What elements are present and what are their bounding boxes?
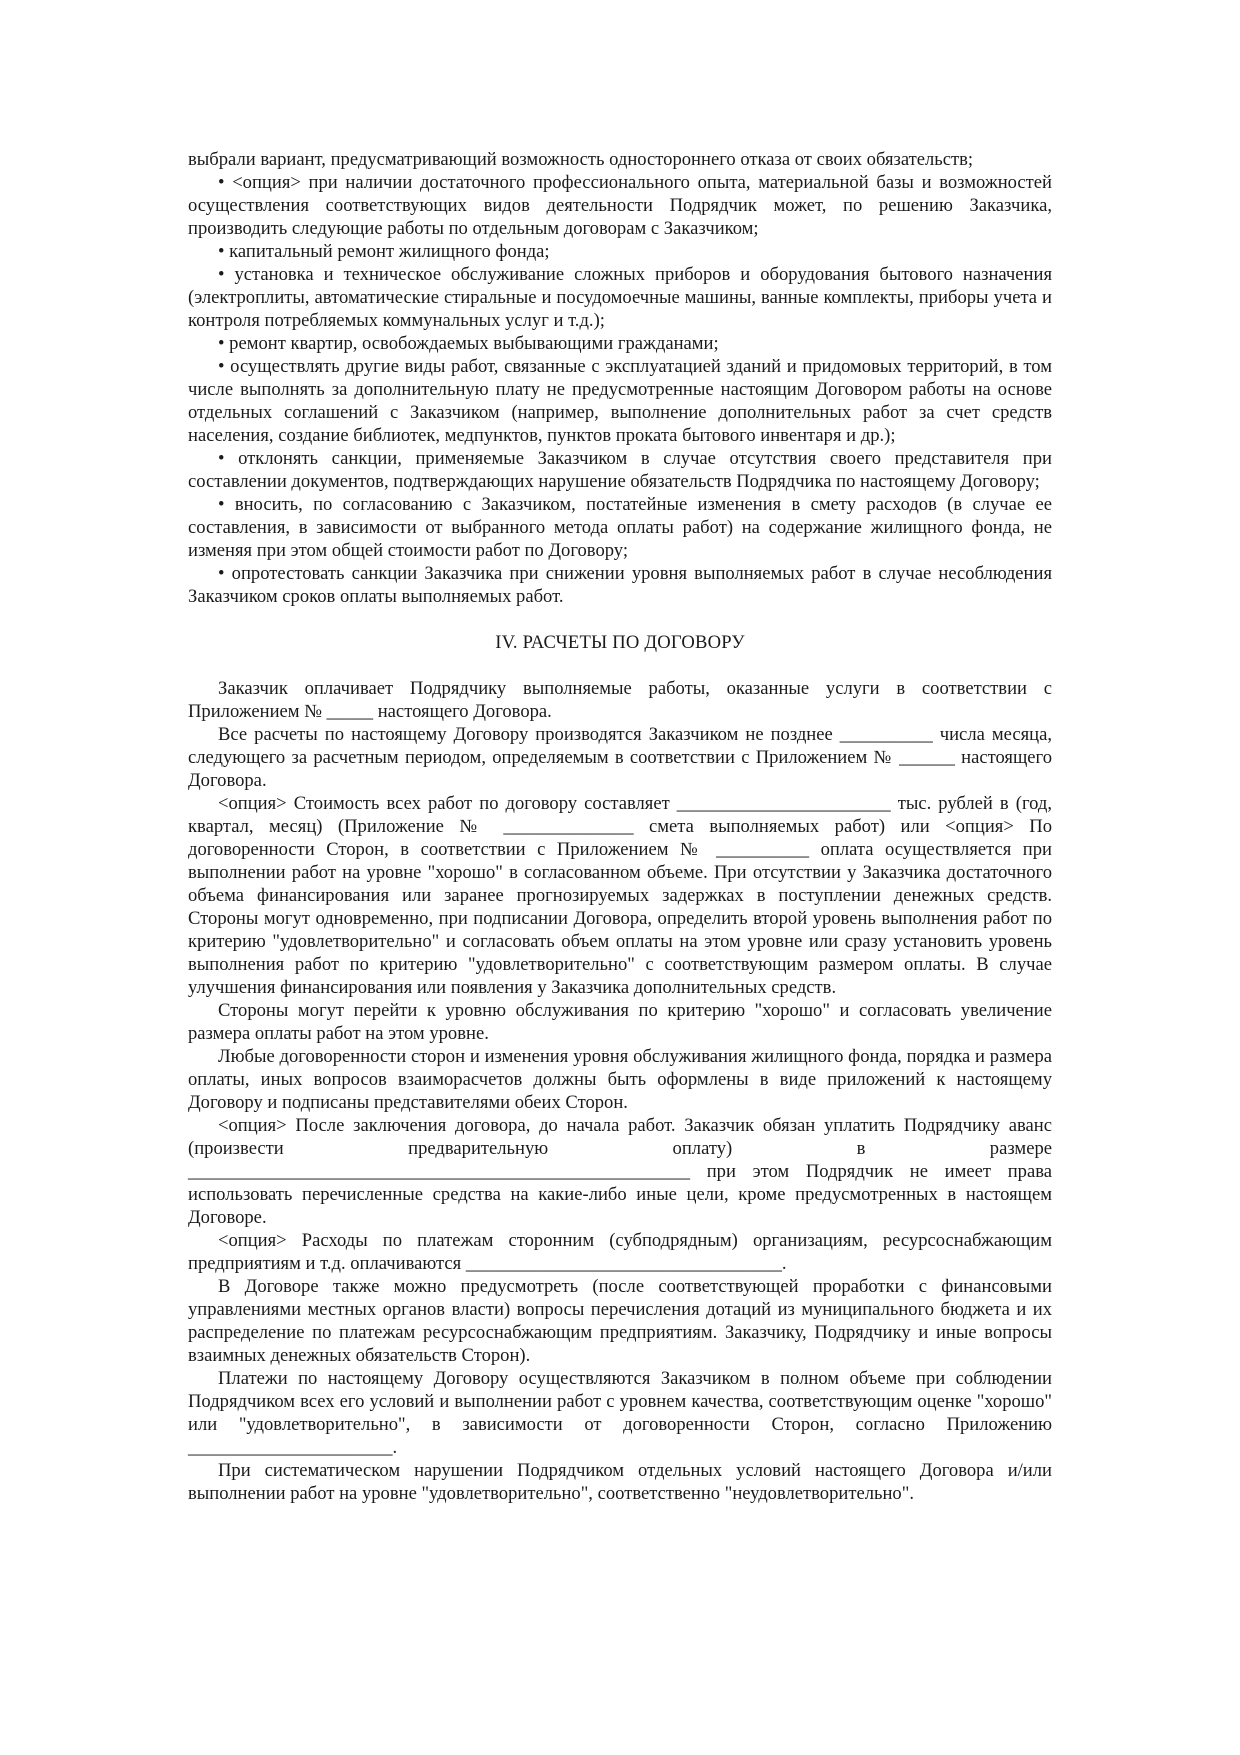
paragraph-apartment-repair: • ремонт квартир, освобождаемых выбывающими гражданами;: [218, 333, 719, 354]
obligations-block: [188, 148, 1052, 608]
paragraph-budget-changes: • вносить, по согласованию с Заказчиком, постатейные изменения в смету расходов (в случае ее составления, в зависимости от выбранного метода оплаты работ) на содержание жилищного фонда, не изменяя при этом общей стоимости работ по Договору;: [188, 494, 1052, 561]
paragraph-capital-repair: • капитальный ремонт жилищного фонда;: [218, 241, 550, 262]
paragraph-subcontractor-costs: <опция> Расходы по платежам сторонним (субподрядным) организациям, ресурсоснабжающим предприятиям и т.д. оплачиваются __________________________________.: [188, 1230, 1052, 1274]
paragraph-full-payment: Платежи по настоящему Договору осуществляются Заказчиком в полном объеме при соблюдении Подрядчиком всех его условий и выполнении работ с уровнем качества, соответствующим оценке "хорошо" или "удовлетворительно", в зависимости от договоренности Сторон, согласно Приложению ______________________.: [188, 1368, 1052, 1458]
paragraph-protest-sanctions: • опротестовать санкции Заказчика при снижении уровня выполняемых работ в случае несоблюдения Заказчиком сроков оплаты выполняемых работ.: [188, 563, 1052, 607]
payments-block: [188, 677, 1052, 1505]
document-page: [188, 148, 1052, 1505]
paragraph-other-works: • осуществлять другие виды работ, связанные с эксплуатацией зданий и придомовых территорий, в том числе выполнять за дополнительную плату не предусмотренные настоящим Договором работы на основе отдельных соглашений с Заказчиком (например, выполнение дополнительных работ за счет средств населения, создание библиотек, медпунктов, пунктов проката бытового инвентаря и др.);: [188, 356, 1052, 446]
paragraph-subsidies: В Договоре также можно предусмотреть (после соответствующей проработки с финансовыми управлениями местных органов власти) вопросы перечисления дотаций из муниципального бюджета и их распределение по платежам ресурсоснабжающим предприятиям. Заказчику, Подрядчику и иные вопросы взаимных денежных обязательств Сторон).: [188, 1276, 1052, 1366]
paragraph-agreements: Любые договоренности сторон и изменения уровня обслуживания жилищного фонда, порядка и размера оплаты, иных вопросов взаиморасчетов должны быть оформлены в виде приложений к настоящему Договору и подписаны представителями обеих Сторон.: [188, 1046, 1052, 1113]
paragraph-option-extra-works: • <опция> при наличии достаточного профессионального опыта, материальной базы и возможностей осуществления соответствующих видов деятельности Подрядчик может, по решению Заказчика, производить следующие работы по отдельным договорам с Заказчиком;: [188, 172, 1052, 239]
paragraph-systematic-violation: При систематическом нарушении Подрядчиком отдельных условий настоящего Договора и/или выполнении работ на уровне "удовлетворительно", соответственно "неудовлетворительно".: [188, 1460, 1052, 1504]
paragraph-payment-deadline: Все расчеты по настоящему Договору производятся Заказчиком не позднее __________ числа месяца, следующего за расчетным периодом, определяемым в соответствии с Приложением № ______ настоящего Договора.: [188, 724, 1052, 791]
paragraph-customer-pays: Заказчик оплачивает Подрядчику выполняемые работы, оказанные услуги в соответствии с Приложением № _____ настоящего Договора.: [188, 678, 1052, 722]
paragraph-equipment-installation: • установка и техническое обслуживание сложных приборов и оборудования бытового назначения (электроплиты, автоматические стиральные и посудомоечные машины, ванные комплекты, приборы учета и контроля потребляемых коммунальных услуг и т.д.);: [188, 264, 1052, 331]
paragraph-obligations-intro: выбрали вариант, предусматривающий возможность одностороннего отказа от своих обязательств;: [188, 149, 974, 170]
paragraph-service-level: Стороны могут перейти к уровню обслуживания по критерию "хорошо" и согласовать увеличение размера оплаты работ на этом уровне.: [188, 1000, 1052, 1044]
paragraph-advance-payment: <опция> После заключения договора, до начала работ. Заказчик обязан уплатить Подрядчику аванс (произвести предварительную оплату) в размере ______________________________________________________ при этом Подрядчик не имеет права использовать перечисленные средства на какие-либо иные цели, кроме предусмотренных в настоящем Договоре.: [188, 1115, 1052, 1228]
paragraph-work-cost: <опция> Стоимость всех работ по договору составляет _______________________ тыс. рублей в (год, квартал, месяц) (Приложение № ______________ смета выполняемых работ) или <опция> По договоренности Сторон, в соответствии с Приложением № __________ оплата осуществляется при выполнении работ на уровне "хорошо" в согласованном объеме. При отсутствии у Заказчика достаточного объема финансирования или заранее прогнозируемых задержках в поступлении денежных средств. Стороны могут одновременно, при подписании Договора, определить второй уровень выполнения работ по критерию "удовлетворительно" и согласовать объем оплаты на этом уровне или сразу установить уровень выполнения работ по критерию "удовлетворительно" с соответствующим размером оплаты. В случае улучшения финансирования или появления у Заказчика дополнительных средств.: [188, 793, 1052, 998]
paragraph-reject-sanctions: • отклонять санкции, применяемые Заказчиком в случае отсутствия своего представителя при составлении документов, подтверждающих нарушение обязательств Подрядчика по настоящему Договору;: [188, 448, 1052, 492]
section-heading: IV. РАСЧЕТЫ ПО ДОГОВОРУ: [495, 632, 745, 653]
